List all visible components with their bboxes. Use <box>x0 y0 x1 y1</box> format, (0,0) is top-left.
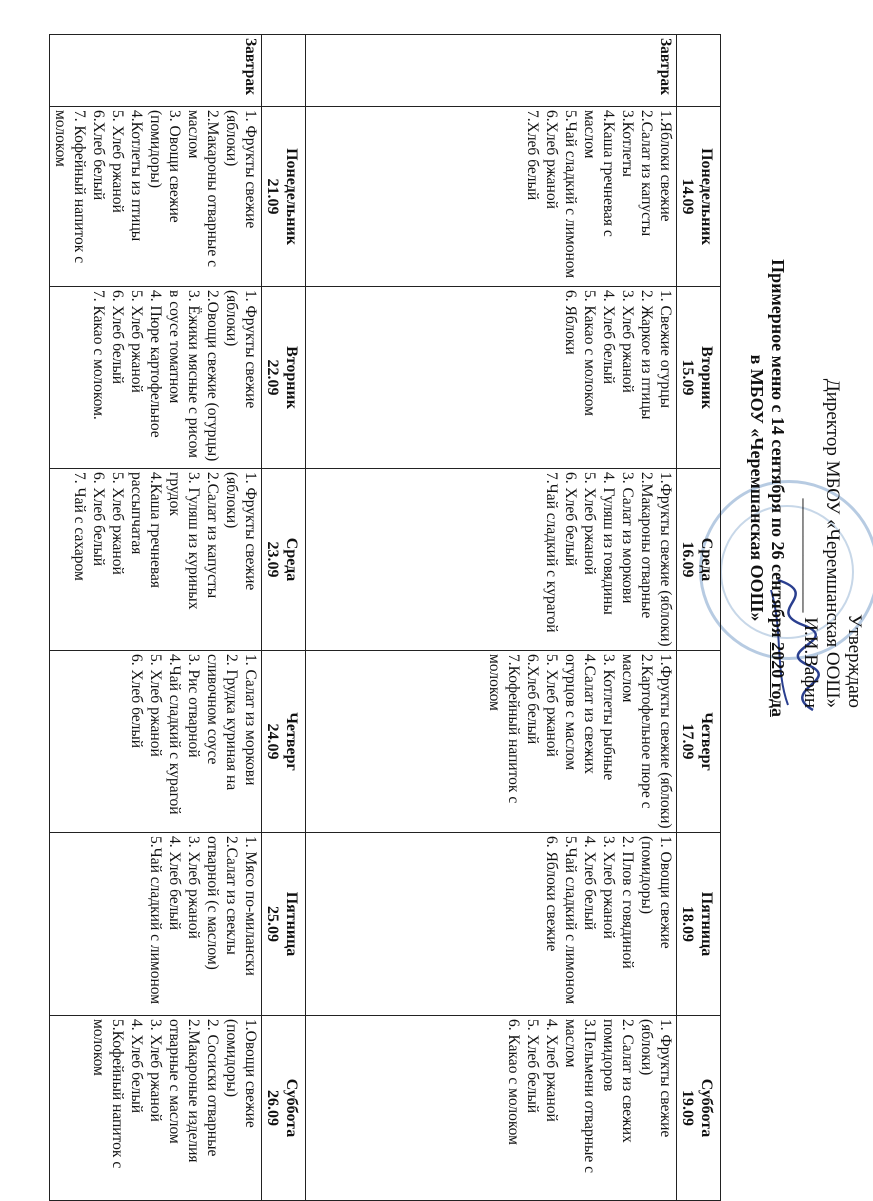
day-menu-cell <box>50 833 262 1016</box>
menu-item: 1. Овощи свежие (помидоры) <box>638 836 674 949</box>
menu-list <box>89 1019 260 1197</box>
menu-item: 6. Яблоки <box>562 290 579 355</box>
menu-item: 1.Фрукты свежие (яблоки) <box>657 654 674 829</box>
menu-item: 5. Какао с молоком <box>581 290 598 416</box>
day-menu-cell <box>50 107 262 287</box>
menu-item: 5. Хлеб ржаной <box>109 110 126 213</box>
menu-item: 1. Фрукты свежие (яблоки) <box>223 110 259 229</box>
day-menu-cell <box>50 287 262 469</box>
menu-item: 3. Ёжики мясные с рисом в соусе томатном <box>166 290 202 458</box>
meal-row <box>50 35 262 1201</box>
menu-item: 2.Салат из капусты <box>638 110 655 237</box>
menu-item: 4. Хлеб белый <box>128 1019 145 1114</box>
day-header <box>262 651 306 833</box>
menu-item: 2.Овощи свежие (огурцы) <box>204 290 221 462</box>
menu-item: 1. Фрукты свежие (яблоки) <box>638 1019 674 1138</box>
menu-item: 5.Чай сладкий с лимоном <box>147 836 164 1005</box>
menu-item: 4. Хлеб белый <box>600 290 617 385</box>
day-menu-cell <box>50 651 262 833</box>
menu-item: 3.Котлеты <box>619 110 636 177</box>
menu-list <box>542 836 675 1012</box>
menu-item: 6. Яблоки свежие <box>543 836 560 952</box>
day-header <box>677 833 721 1016</box>
day-name: Пятница <box>698 891 715 957</box>
menu-item: 2. Плов с говядиной <box>619 836 636 969</box>
menu-item: 5.Кофейный напиток с молоком <box>90 1019 126 1169</box>
menu-item: 1. Фрукты свежие (яблоки) <box>223 472 259 591</box>
menu-item: 1. Мясо по-милански <box>242 836 259 976</box>
approval-line-3: ____________ И.И.Вафин <box>800 498 821 708</box>
menu-item: 3. Гуляш из куриных грудок <box>166 472 202 610</box>
day-date: 15.09 <box>679 359 696 396</box>
day-header <box>262 469 306 651</box>
menu-list <box>542 472 675 647</box>
menu-item: 3. Хлеб ржаной <box>600 836 617 939</box>
menu-item: 2. Салат из свежих помидоров <box>600 1019 636 1143</box>
meal-label: Завтрак <box>306 35 677 107</box>
day-header <box>262 107 306 287</box>
director-name: И.И.Вафин <box>800 617 821 708</box>
menu-list <box>146 836 260 1012</box>
menu-list <box>504 1019 675 1197</box>
approval-line-1: Утверждаю <box>844 614 865 708</box>
menu-item: 7. Какао с молоком. <box>90 290 107 420</box>
menu-item: 2. Сосиски отварные <box>204 1019 221 1157</box>
menu-item: 5. Хлеб ржаной <box>543 654 560 757</box>
menu-list <box>485 654 675 829</box>
day-date: 26.09 <box>264 1090 281 1126</box>
menu-item: 7.Кофейный напиток с молоком <box>486 654 522 804</box>
day-name: Среда <box>283 537 300 582</box>
approval-block <box>799 148 865 708</box>
day-name: Вторник <box>283 346 300 409</box>
menu-item: 5. Хлеб ржаной <box>147 654 164 757</box>
menu-item: 5.Чай сладкий с лимоном <box>562 110 579 279</box>
day-name: Вторник <box>698 346 715 409</box>
menu-item: 1.Яблоки свежие <box>657 110 674 222</box>
menu-item: 6.Хлеб ржаной <box>543 110 560 209</box>
day-date: 19.09 <box>679 1090 696 1126</box>
day-header <box>262 1016 306 1201</box>
day-menu-cell <box>306 107 677 287</box>
header-row <box>262 35 306 1201</box>
menu-item: 2.Салат из капусты <box>204 472 221 599</box>
menu-item: 2.Макароны отварные с маслом <box>185 110 221 267</box>
menu-item: 3. Хлеб ржаной <box>619 290 636 393</box>
menu-item: 7.Чай сладкий с курагой <box>543 472 560 633</box>
day-name: Пятница <box>283 891 300 957</box>
menu-item: 1. Свежие огурцы <box>657 290 674 409</box>
header-blank-cell <box>677 35 721 107</box>
menu-list <box>89 290 260 465</box>
menu-item: 5. Хлеб белый <box>524 1019 541 1114</box>
menu-item: 3. Рис отварной <box>185 654 202 758</box>
menu-item: 6. Какао с молоком <box>505 1019 522 1145</box>
menu-item: 6. Хлеб белый <box>109 290 126 385</box>
menu-item: 4.Салат из свежих огурцов с маслом <box>562 654 598 774</box>
day-header <box>677 651 721 833</box>
day-date: 22.09 <box>264 359 281 396</box>
page-title <box>746 108 788 868</box>
menu-item: 4.Каша гречневая рассыпчатая <box>128 472 164 589</box>
day-menu-cell <box>50 1016 262 1201</box>
menu-item: 3. Салат из моркови <box>619 472 636 604</box>
menu-item: 2.Макароные изделия отварные с маслом <box>166 1019 202 1163</box>
meal-row <box>306 35 677 1201</box>
day-date: 24.09 <box>264 723 281 760</box>
title-text: Примерное меню с 14 сентября по 26 сентября <box>768 259 788 643</box>
menu-item: 1.Фрукты свежие (яблоки) <box>657 472 674 647</box>
menu-table <box>49 34 721 1201</box>
day-date: 17.09 <box>679 723 696 760</box>
menu-item: 6. Хлеб белый <box>90 472 107 567</box>
menu-item: 4. Пюре картофельное <box>147 290 164 438</box>
day-name: Суббота <box>698 1078 715 1138</box>
menu-item: 2.Салат из свеклы отварной (с маслом) <box>204 836 240 970</box>
menu-item: 4.Котлеты из птицы <box>128 110 145 242</box>
header-row <box>677 35 721 1201</box>
day-name: Среда <box>698 537 715 582</box>
day-name: Четверг <box>283 712 300 771</box>
menu-item: 4. Хлеб белый <box>581 836 598 931</box>
menu-item: 3. Хлеб ржаной <box>147 1019 164 1122</box>
day-date: 23.09 <box>264 541 281 578</box>
day-header <box>677 1016 721 1201</box>
menu-item: 1. Фрукты свежие (яблоки) <box>223 290 259 409</box>
menu-list <box>561 290 675 465</box>
menu-item: 3. Хлеб ржаной <box>185 836 202 939</box>
menu-item: 1. Салат из моркови <box>242 654 259 786</box>
day-date: 21.09 <box>264 178 281 215</box>
menu-item: 4.Чай сладкий с курагой <box>166 654 183 815</box>
menu-item: 7. Чай с сахаром <box>71 472 88 581</box>
day-name: Понедельник <box>698 148 715 245</box>
menu-item: 3. Овощи свежие (помидоры) <box>147 110 183 223</box>
menu-list <box>70 472 260 647</box>
day-name: Четверг <box>698 712 715 771</box>
menu-item: 6. Хлеб белый <box>562 472 579 567</box>
meal-label: Завтрак <box>50 35 262 107</box>
day-header <box>677 469 721 651</box>
day-date: 18.09 <box>679 906 696 942</box>
day-menu-cell <box>306 287 677 469</box>
menu-item: 4. Гуляш из говядины <box>600 472 617 615</box>
menu-item: 2.Картофельное пюре с маслом <box>619 654 655 809</box>
menu-item: 1.Овощи свежие (помидоры) <box>223 1019 259 1128</box>
menu-item: 2. Грудка куриная на сливочном соусе <box>204 654 240 791</box>
day-header <box>262 833 306 1016</box>
title-school-prefix: в МБОУ <box>747 354 767 429</box>
day-date: 25.09 <box>264 906 281 942</box>
menu-item: 3. Котлеты рыбные <box>600 654 617 781</box>
day-date: 16.09 <box>679 541 696 578</box>
day-menu-cell <box>306 651 677 833</box>
day-name: Суббота <box>283 1078 300 1138</box>
day-menu-cell <box>50 469 262 651</box>
menu-item: 2. Жаркое из птицы <box>638 290 655 420</box>
day-header <box>262 287 306 469</box>
day-name: Понедельник <box>283 148 300 245</box>
menu-item: 5. Хлеб ржаной <box>109 472 126 575</box>
day-date: 14.09 <box>679 178 696 215</box>
menu-item: 4. Хлеб белый <box>166 836 183 931</box>
day-header <box>677 107 721 287</box>
day-menu-cell <box>306 469 677 651</box>
day-menu-cell <box>306 1016 677 1201</box>
menu-item: 7.Хлеб белый <box>524 110 541 201</box>
menu-item: 4. Хлеб ржаной <box>543 1019 560 1122</box>
menu-item: 5.Чай сладкий с лимоном <box>562 836 579 1005</box>
menu-list <box>127 654 260 829</box>
menu-item: 4.Каша гречневая с маслом <box>581 110 617 237</box>
menu-item: 3.Пельмени отварные с маслом <box>562 1019 598 1174</box>
menu-item: 5. Хлеб ржаной <box>581 472 598 575</box>
menu-item: 6. Хлеб белый <box>128 654 145 749</box>
menu-item: 5. Хлеб ржаной <box>128 290 145 393</box>
day-header <box>677 287 721 469</box>
menu-item: 2.Макароны отварные <box>638 472 655 619</box>
menu-list <box>523 110 675 283</box>
approval-line-2: Директор МБОУ «Черемшанская ООШ» <box>822 378 843 708</box>
day-menu-cell <box>306 833 677 1016</box>
menu-item: 7. Кофейный напиток с молоком <box>52 110 88 264</box>
menu-item: 6.Хлеб белый <box>524 654 541 745</box>
menu-item: 6.Хлеб белый <box>90 110 107 201</box>
header-blank-cell <box>262 35 306 107</box>
title-school: «Черемшанская ООШ» <box>747 428 767 622</box>
title-year: 2020 года <box>768 642 788 717</box>
menu-list <box>51 110 260 283</box>
